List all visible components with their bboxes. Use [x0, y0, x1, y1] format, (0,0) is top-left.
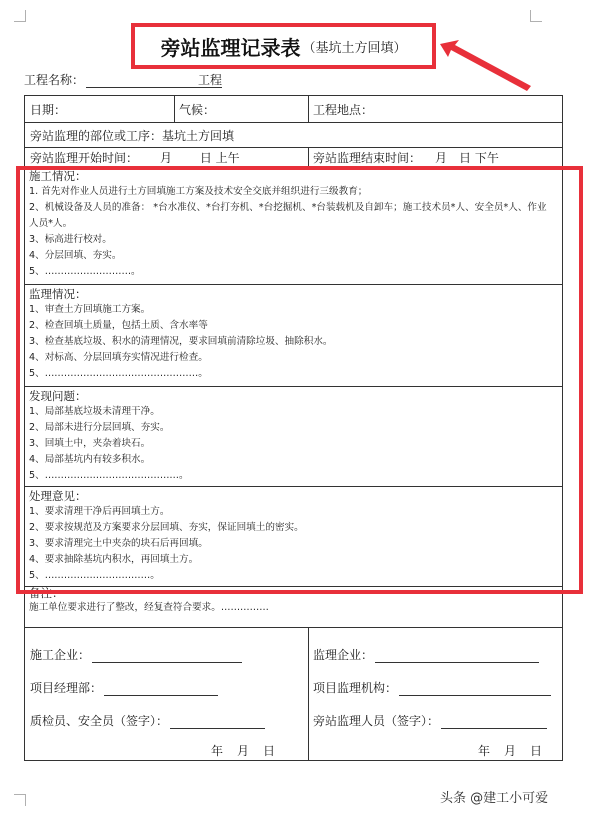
remarks-section	[25, 587, 562, 628]
supervision-agency-field[interactable]: 项目监理机构：	[313, 679, 551, 696]
construction-company-field[interactable]: 施工企业：	[30, 646, 242, 663]
supervision-section	[25, 285, 562, 387]
handling-line: 3、要求清理完土中夹杂的块石后再回填。	[29, 538, 208, 549]
handling-heading: 处理意见：	[29, 489, 87, 503]
start-time-field[interactable]: 旁站监理开始时间： 月 日 上午	[30, 151, 240, 165]
supervisor-signature-field[interactable]: 旁站监理人员（签字）：	[313, 712, 547, 729]
info-row-date	[25, 96, 562, 123]
document-title: 旁站监理记录表	[160, 35, 301, 60]
construction-line: 1. 首先对作业人员进行土方回填施工方案及技术安全交底并组织进行三级教育；	[29, 186, 368, 197]
project-name-suffix: 工程	[198, 73, 223, 87]
supervision-line: 4、对标高、分层回填夯实情况进行检查。	[29, 352, 208, 363]
supervision-sign-date: 年 月 日	[478, 744, 544, 758]
construction-section	[25, 167, 562, 285]
handling-line: 2、要求按规范及方案要求分层回填、夯实，保证回填土的密实。	[29, 522, 304, 533]
document-title-highlight	[131, 23, 436, 69]
crop-mark-top-right	[530, 10, 542, 22]
construction-line: 5、………………………。	[29, 266, 141, 277]
info-row-time	[25, 148, 562, 167]
issues-heading: 发现问题：	[29, 389, 87, 403]
supervision-company-field[interactable]: 监理企业：	[313, 646, 539, 663]
issues-line: 1、局部基底垃圾未清理干净。	[29, 406, 160, 417]
document-subtitle: （基坑土方回填）	[302, 40, 407, 56]
construction-line: 2、机械设备及人员的准备： *台水准仪、*台打夯机、*台挖掘机、*台装载机及自卸车；施工技术员*人、安全员*人、作业人员*人。	[29, 202, 547, 229]
issues-line: 3、回填土中，夹杂着块石。	[29, 438, 151, 449]
issues-section	[25, 387, 562, 487]
supervision-heading: 监理情况：	[29, 287, 87, 301]
construction-line: 3、标高进行校对。	[29, 234, 112, 245]
end-time-field[interactable]: 旁站监理结束时间： 月 日 下午	[313, 151, 499, 165]
handling-line: 4、要求抽除基坑内积水，再回填土方。	[29, 554, 199, 565]
signature-divider	[308, 628, 309, 760]
construction-line: 4、分层回填、夯实。	[29, 250, 122, 261]
remarks-heading: 备注：	[29, 586, 64, 600]
crop-mark-top-left	[14, 10, 26, 22]
inspector-signature-field[interactable]: 质检员、安全员（签字）：	[30, 712, 265, 729]
weather-field[interactable]: 气候：	[179, 102, 216, 117]
supervision-line: 5、…………………………………………。	[29, 368, 208, 379]
project-name-label: 工程名称：	[24, 73, 85, 87]
remarks-line: 施工单位要求进行了整改，经复查符合要求。……………	[29, 602, 269, 613]
issues-line: 5、……………………………………。	[29, 470, 189, 481]
handling-line: 5、……………………………。	[29, 570, 160, 581]
construction-heading: 施工情况：	[29, 169, 87, 183]
watermark: 头条 @建工小可爱	[440, 791, 549, 806]
supervision-line: 2、检查回填土质量，包括土质、含水率等	[29, 320, 208, 331]
supervision-line: 1、审查土方回填施工方案。	[29, 304, 151, 315]
project-manager-field[interactable]: 项目经理部：	[30, 679, 218, 696]
crop-mark-bottom-left	[14, 794, 26, 806]
construction-sign-date: 年 月 日	[211, 744, 277, 758]
info-row-part	[25, 123, 562, 148]
supervised-part-field: 旁站监理的部位或工序：基坑土方回填	[30, 128, 235, 143]
project-name-field[interactable]	[86, 75, 198, 88]
project-name-line	[24, 72, 222, 88]
date-field[interactable]: 日期：	[30, 102, 67, 117]
supervision-form	[24, 95, 563, 761]
handling-section	[25, 487, 562, 587]
issues-line: 4、局部基坑内有较多积水。	[29, 454, 151, 465]
location-field[interactable]: 工程地点：	[313, 102, 374, 117]
handling-line: 1、要求清理干净后再回填土方。	[29, 506, 170, 517]
supervision-line: 3、检查基底垃圾、积水的清理情况，要求回填前清除垃圾、抽除积水。	[29, 336, 333, 347]
issues-line: 2、局部未进行分层回填、夯实。	[29, 422, 170, 433]
